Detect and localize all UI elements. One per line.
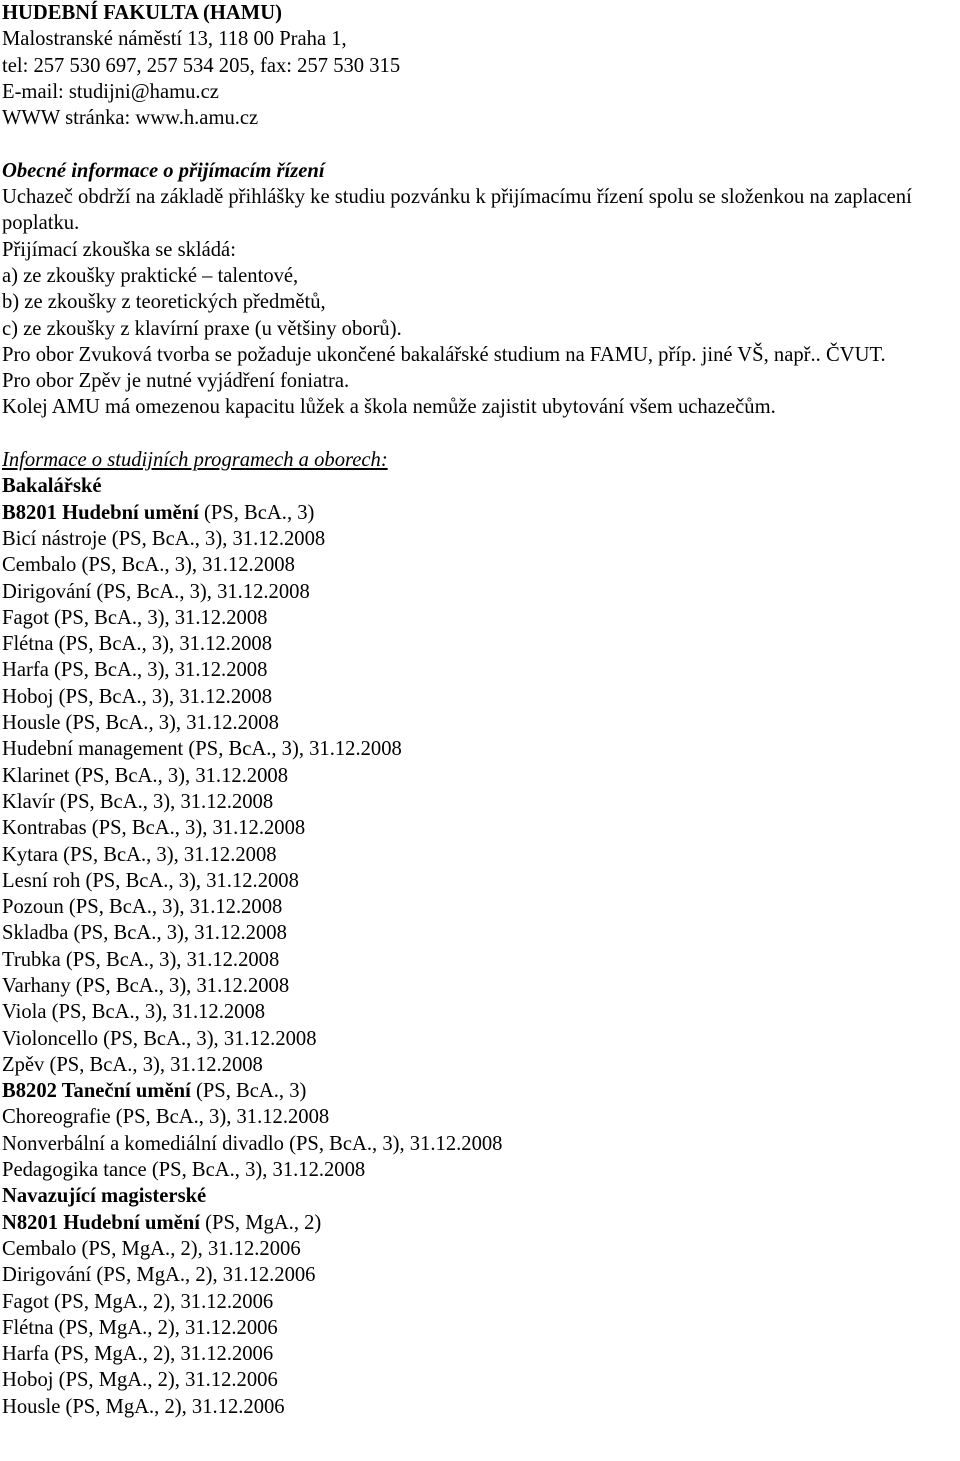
- field-item: Violoncello (PS, BcA., 3), 31.12.2008: [2, 1027, 317, 1050]
- exam-intro: Přijímací zkouška se skládá:: [2, 238, 236, 261]
- field-item: Nonverbální a komediální divadlo (PS, BcA., 3), 31.12.2008: [2, 1132, 503, 1155]
- field-item: Flétna (PS, MgA., 2), 31.12.2006: [2, 1316, 278, 1339]
- program-b8201: [2, 500, 960, 526]
- general-intro: Uchazeč obdrží na základě přihlášky ke studiu pozvánku k přijímacímu řízení spolu se složenkou na zaplacení poplatku.: [2, 186, 912, 235]
- dormitory-note: Kolej AMU má omezenou kapacitu lůžek a škola nemůže zajistit ubytování všem uchazečům.: [2, 396, 776, 419]
- field-item: Cembalo (PS, BcA., 3), 31.12.2008: [2, 554, 295, 577]
- field-item: Skladba (PS, BcA., 3), 31.12.2008: [2, 922, 287, 945]
- program-details: (PS, MgA., 2): [199, 1211, 322, 1234]
- field-item: Lesní roh (PS, BcA., 3), 31.12.2008: [2, 869, 299, 892]
- bachelor-heading: Bakalářské: [2, 475, 102, 498]
- program-b8202: [2, 1078, 960, 1104]
- field-item: Housle (PS, MgA., 2), 31.12.2006: [2, 1395, 285, 1418]
- master-heading: Navazující magisterské: [2, 1185, 207, 1208]
- field-item: Dirigování (PS, MgA., 2), 31.12.2006: [2, 1264, 316, 1287]
- field-item: Trubka (PS, BcA., 3), 31.12.2008: [2, 948, 280, 971]
- exam-list: [2, 263, 960, 342]
- field-item: Choreografie (PS, BcA., 3), 31.12.2008: [2, 1106, 330, 1129]
- field-item: Fagot (PS, BcA., 3), 31.12.2008: [2, 606, 268, 629]
- field-item: Fagot (PS, MgA., 2), 31.12.2006: [2, 1290, 274, 1313]
- field-item: Zpěv (PS, BcA., 3), 31.12.2008: [2, 1053, 263, 1076]
- b8202-field-list: [2, 1104, 960, 1183]
- program-details: (PS, BcA., 3): [190, 1080, 307, 1103]
- singing-note: Pro obor Zpěv je nutné vyjádření foniatra.: [2, 370, 350, 393]
- field-item: Harfa (PS, BcA., 3), 31.12.2008: [2, 659, 268, 682]
- field-item: Klavír (PS, BcA., 3), 31.12.2008: [2, 790, 274, 813]
- spacer: [2, 131, 960, 157]
- field-item: Kontrabas (PS, BcA., 3), 31.12.2008: [2, 817, 306, 840]
- faculty-phone: tel: 257 530 697, 257 534 205, fax: 257 530 315: [2, 54, 401, 77]
- field-item: Klarinet (PS, BcA., 3), 31.12.2008: [2, 764, 288, 787]
- spacer: [2, 421, 960, 447]
- sound-design-note: Pro obor Zvuková tvorba se požaduje ukončené bakalářské studium na FAMU, příp. jiné VŠ, např.. ČVUT.: [2, 343, 886, 366]
- general-info-heading: Obecné informace o přijímacím řízení: [2, 159, 325, 182]
- program-details: (PS, BcA., 3): [198, 501, 315, 524]
- field-item: Flétna (PS, BcA., 3), 31.12.2008: [2, 633, 273, 656]
- b8201-field-list: [2, 526, 960, 1078]
- field-item: Housle (PS, BcA., 3), 31.12.2008: [2, 712, 279, 735]
- faculty-title: HUDEBNÍ FAKULTA (HAMU): [2, 2, 282, 24]
- field-item: Harfa (PS, MgA., 2), 31.12.2006: [2, 1343, 274, 1366]
- field-item: Hoboj (PS, BcA., 3), 31.12.2008: [2, 685, 273, 708]
- field-item: Hudební management (PS, BcA., 3), 31.12.2008: [2, 738, 402, 761]
- programs-heading: Informace o studijních programech a oborech:: [2, 449, 388, 472]
- exam-item: c) ze zkoušky z klavírní praxe (u většiny oborů).: [2, 317, 402, 340]
- exam-item: b) ze zkoušky z teoretických předmětů,: [2, 291, 326, 314]
- field-item: Hoboj (PS, MgA., 2), 31.12.2006: [2, 1369, 278, 1392]
- program-code-name: B8202 Taneční umění: [2, 1080, 191, 1103]
- faculty-web: WWW stránka: www.h.amu.cz: [2, 107, 259, 130]
- program-code-name: B8201 Hudební umění: [2, 501, 199, 524]
- program-code-name: N8201 Hudební umění: [2, 1211, 200, 1234]
- n8201-field-list: [2, 1236, 960, 1420]
- field-item: Bicí nástroje (PS, BcA., 3), 31.12.2008: [2, 527, 326, 550]
- field-item: Pozoun (PS, BcA., 3), 31.12.2008: [2, 896, 283, 919]
- field-item: Viola (PS, BcA., 3), 31.12.2008: [2, 1001, 266, 1024]
- exam-item: a) ze zkoušky praktické – talentové,: [2, 264, 299, 287]
- faculty-email: E-mail: studijni@hamu.cz: [2, 80, 219, 103]
- faculty-address: Malostranské náměstí 13, 118 00 Praha 1,: [2, 28, 347, 51]
- program-n8201: [2, 1210, 960, 1236]
- field-item: Dirigování (PS, BcA., 3), 31.12.2008: [2, 580, 310, 603]
- field-item: Kytara (PS, BcA., 3), 31.12.2008: [2, 843, 277, 866]
- field-item: Cembalo (PS, MgA., 2), 31.12.2006: [2, 1237, 301, 1260]
- field-item: Varhany (PS, BcA., 3), 31.12.2008: [2, 974, 290, 997]
- field-item: Pedagogika tance (PS, BcA., 3), 31.12.2008: [2, 1159, 366, 1182]
